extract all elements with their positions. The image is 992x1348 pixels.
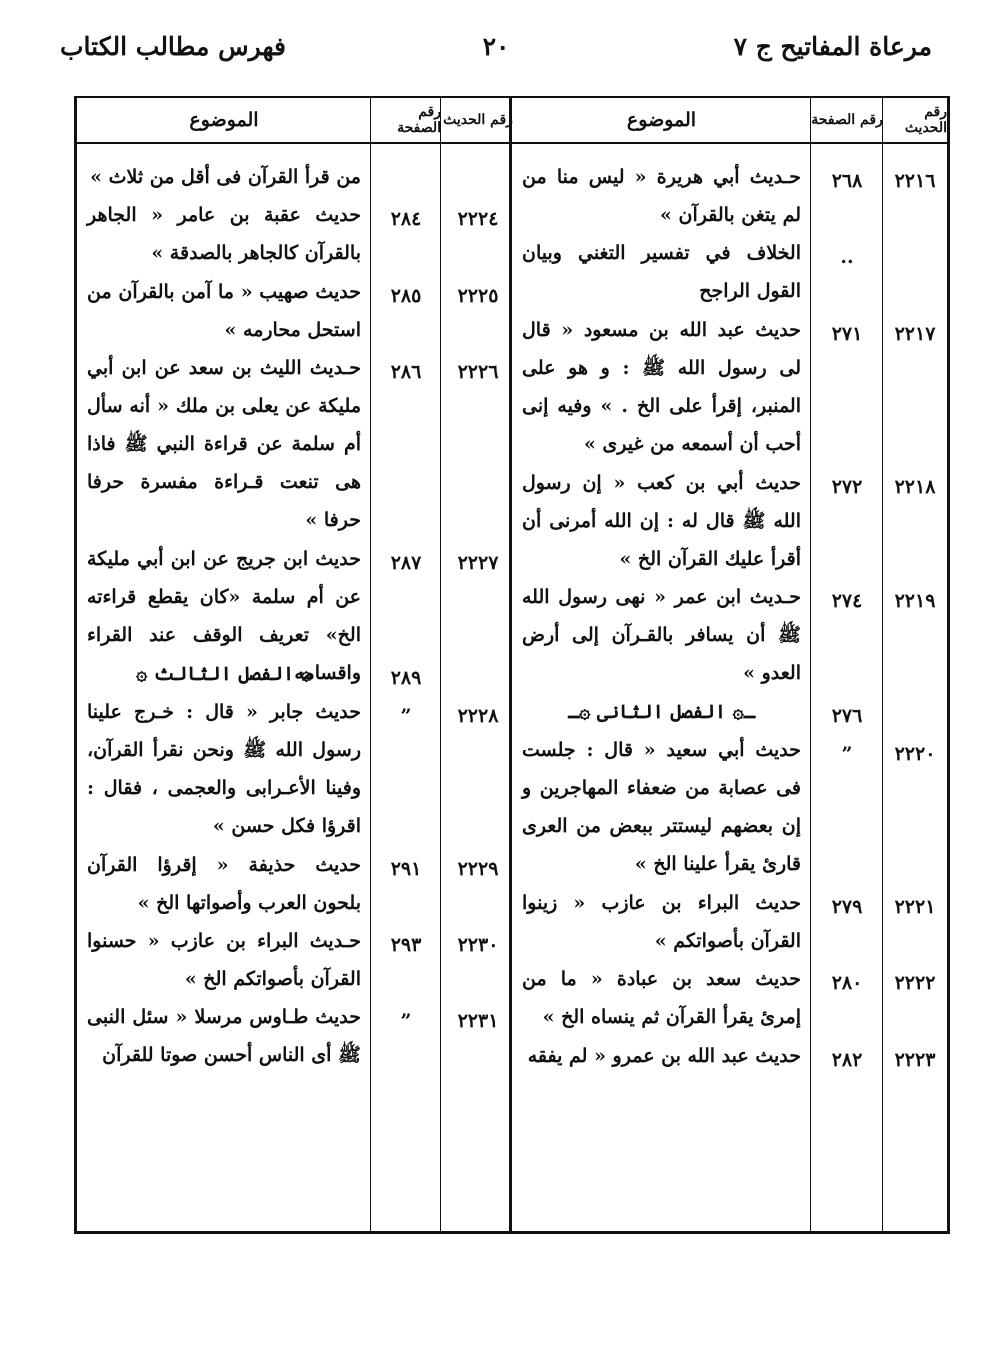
page-reference: ٢٧٤ <box>831 590 863 613</box>
page-reference: ٢٧٢ <box>831 475 863 498</box>
entry-subject: الخلاف في تفسير التغني وبيان القول الراجح <box>522 242 801 303</box>
entry-subject: حديث طـاوس مرسلا « سئل النبى ﷺ أى الناس أحسن صوتا للقرآن <box>87 1006 361 1067</box>
entry-subject: حـديث البراء بن عازب « حسنوا القرآن بأصواتكم الخ » <box>87 929 361 990</box>
page-reference: ٢٨٩ <box>390 666 422 689</box>
hadith-number-header: رقم الحديث <box>443 112 513 128</box>
chapter-heading: ـ۞ الفصل الثانى ۞ـ <box>568 700 755 723</box>
hadith-number: ٢٢٢٣ <box>894 1048 936 1071</box>
page-reference: ” <box>841 742 853 765</box>
index-entry <box>77 158 515 196</box>
hadith-number: ٢٢٢٨ <box>457 704 499 727</box>
hadith-number: ٢٢٢٦ <box>457 360 499 383</box>
hadith-number: ٢٢٣٠ <box>457 933 499 956</box>
index-entry <box>77 273 515 349</box>
page-reference: ٢٨٤ <box>390 208 422 231</box>
index-entry <box>512 311 947 464</box>
hadith-number: ٢٢٢٤ <box>457 208 499 231</box>
hadith-number-header: رقم الحديث <box>904 104 947 136</box>
entry-subject: حـديث الليث بن سعد عن ابن أبي مليكة عن يعلى بن ملك « أنه سأل أم سلمة عن قراءة النبي ﷺ فاذا هى تنعت قـراءة مفسرة حرفا حرفا » <box>87 356 361 531</box>
entry-subject: حديث ابن جريج عن ابن أبي مليكة عن أم سلمة «كان يقطع قراءته الخ» تعريف الوقف عند القراء واقسامه <box>87 547 361 684</box>
entry-subject: حديث صهيب « ما آمن بالقرآن من استحل محارمه » <box>87 280 361 341</box>
page-reference: ٢٨٠ <box>831 972 863 995</box>
page-reference: .. <box>840 246 854 269</box>
entry-subject: حديث أبي سعيد « قال : جلست فى عصابة من ضعفاء المهاجرين و إن بعضهم ليستتر ببعض من العرى قارئ يقرأ علينا الخ » <box>522 738 801 875</box>
index-entry <box>77 693 515 846</box>
subject-header: الموضوع <box>189 109 259 131</box>
page-number-header: رقم الصفحة <box>811 112 883 128</box>
hadith-number: ٢٢١٨ <box>894 475 936 498</box>
page-header <box>60 24 932 68</box>
page-number: ٢٠ <box>482 32 510 61</box>
index-entry <box>77 196 515 272</box>
index-entry <box>512 960 947 1036</box>
index-entry <box>512 884 947 960</box>
hadith-number: ٢٢٢٧ <box>457 551 499 574</box>
page-reference: ” <box>400 704 412 727</box>
hadith-number: ٢٢٢٩ <box>457 857 499 880</box>
hadith-number: ٢٢٢١ <box>894 895 936 918</box>
entry-subject: حديث عقبة بن عامر « الجاهر بالقرآن كالجاهر بالصدقة » <box>87 204 361 265</box>
entry-subject: حديث جابر « قال : خـرج علينا رسول الله ﷺ ونحن نقرأ القرآن، وفينا الأعـرابى والعجمى ، فقال : اقرؤا فكل حسن » <box>87 700 361 837</box>
index-entry <box>512 731 947 884</box>
entry-subject: حـديث أبي هريرة « ليس منا من لم يتغن بالقرآن » <box>522 166 801 226</box>
page-reference: ٢٨٧ <box>390 551 422 574</box>
page-reference: ٢٨٢ <box>831 1048 863 1071</box>
page-reference: ٢٧٦ <box>831 704 863 727</box>
page-reference: ٢٩١ <box>390 857 422 880</box>
entry-subject: من قرأ القرآن فى أقل من ثلاث » <box>90 166 361 188</box>
book-title: مرعاة المفاتيح ج ٧ <box>733 32 932 61</box>
page-reference: ٢٧٩ <box>831 895 863 918</box>
index-entry <box>77 655 515 693</box>
entry-subject: حديث حذيفة « إقرؤا القرآن بلحون العرب وأصواتها الخ » <box>87 853 361 914</box>
hadith-number: ٢٢١٩ <box>894 590 936 613</box>
index-entry <box>512 578 947 693</box>
index-entry <box>77 846 515 922</box>
chapter-heading: ۞ الفصل الثالث ۞ <box>136 662 312 685</box>
entry-subject: حـديث ابن عمر « نهى رسول الله ﷺ أن يسافر بالقـرآن إلى أرض العدو » <box>522 586 801 685</box>
right-entries <box>512 158 947 1231</box>
page-number-header: رقم الصفحة <box>397 104 441 136</box>
right-half <box>509 98 947 1231</box>
subject-header: الموضوع <box>626 109 697 131</box>
entry-subject: حديث عبد الله بن عمرو « لم يفقه <box>527 1044 801 1067</box>
page-reference: ٢٨٦ <box>390 360 422 383</box>
entry-subject: حديث عبد الله بن مسعود « قال لى رسول الله ﷺ : و هو على المنبر، إقرأ على الخ . » وفيه إنى أحب أن أسمعه من غيرى » <box>522 318 801 455</box>
index-entry <box>77 998 515 1074</box>
page-reference: ٢٦٨ <box>831 170 863 192</box>
page-reference: ” <box>400 1010 412 1033</box>
hadith-number: ٢٢٢٢ <box>894 972 936 995</box>
hadith-number: ٢٢١٦ <box>894 170 936 192</box>
entry-subject: حديث البراء بن عازب « زينوا القرآن بأصواتكم » <box>522 891 801 952</box>
hadith-number: ٢٢٢٠ <box>894 742 936 765</box>
index-table <box>74 96 950 1234</box>
page-reference: ٢٩٣ <box>390 933 422 956</box>
index-entry <box>512 464 947 579</box>
left-half <box>77 98 515 1231</box>
index-entry <box>512 158 947 234</box>
hadith-number: ٢٢٢٥ <box>457 284 499 307</box>
hadith-number: ٢٢٣١ <box>457 1010 499 1033</box>
left-entries <box>77 158 515 1231</box>
page-reference: ٢٧١ <box>831 322 863 345</box>
index-entry <box>77 922 515 998</box>
section-title: فهرس مطالب الكتاب <box>60 32 286 61</box>
index-entry <box>512 234 947 310</box>
entry-subject: حديث أبي بن كعب « إن رسول الله ﷺ قال له : إن الله أمرنى أن أقرأ عليك القرآن الخ » <box>522 471 801 570</box>
left-header-row <box>77 98 515 144</box>
index-entry <box>512 693 947 731</box>
hadith-number: ٢٢١٧ <box>894 322 936 345</box>
index-entry <box>512 1037 947 1075</box>
entry-subject: حديث سعد بن عبادة « ما من إمرئ يقرأ القرآن ثم ينساه الخ » <box>522 968 801 1029</box>
page-reference: ٢٨٥ <box>390 284 422 307</box>
index-entry <box>77 349 515 540</box>
